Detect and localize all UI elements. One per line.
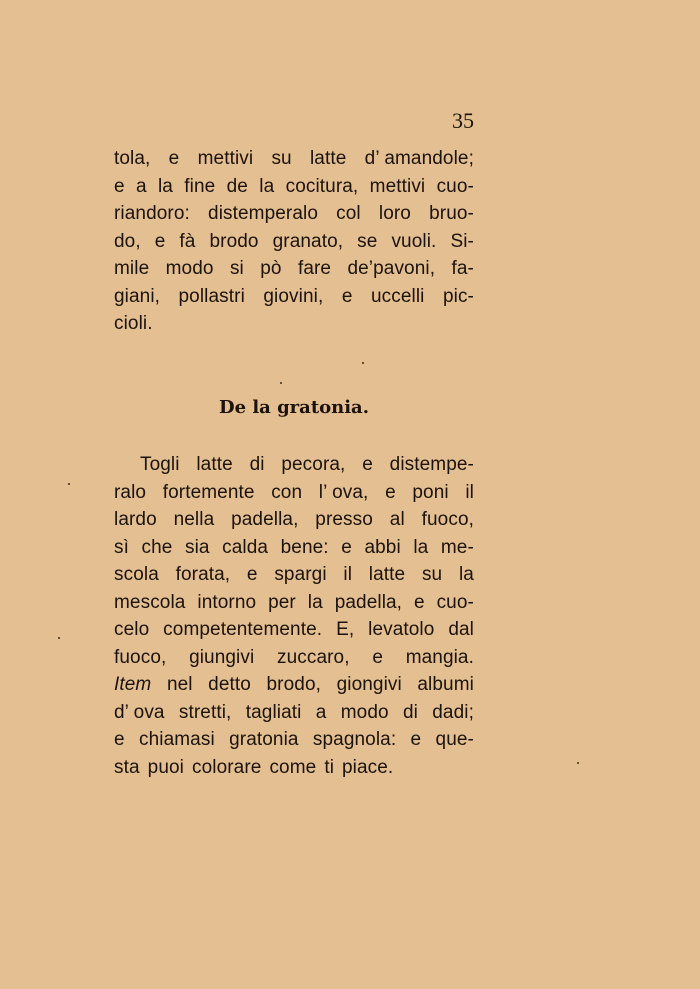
- word: me-: [440, 536, 474, 558]
- word: padella,: [231, 509, 299, 530]
- word: pò: [260, 258, 282, 279]
- word: pecora,: [281, 454, 346, 475]
- word: e: [410, 729, 422, 750]
- word: competentemente.: [163, 619, 323, 640]
- word: come: [269, 756, 317, 778]
- word: e: [341, 536, 352, 558]
- word: giungivi: [189, 646, 255, 668]
- word: per: [268, 591, 296, 613]
- text-line: [114, 534, 474, 562]
- word: cuo-: [436, 591, 474, 613]
- page-number: 35: [452, 108, 474, 133]
- word: fare: [297, 258, 332, 279]
- word: giani,: [114, 285, 161, 307]
- print-speck: [280, 382, 282, 384]
- word: Item: [114, 674, 152, 695]
- section-heading: De la gratonia.: [218, 397, 369, 418]
- word: giongivi: [336, 674, 402, 695]
- word: la: [458, 564, 474, 585]
- word: a: [315, 701, 327, 723]
- word: spargi: [274, 564, 327, 585]
- word: brodo,: [266, 674, 321, 695]
- text-line: [114, 451, 474, 479]
- word: spagnola:: [312, 729, 397, 750]
- word: tagliati: [245, 701, 302, 723]
- word: latte: [309, 148, 347, 169]
- word: e: [385, 481, 396, 503]
- word: la: [157, 175, 173, 197]
- word: latte: [368, 564, 406, 585]
- word: dadi;: [432, 701, 474, 723]
- word: bene:: [280, 536, 329, 558]
- text-line: [114, 283, 474, 311]
- word: cocitura,: [285, 175, 359, 197]
- word: mangia.: [405, 646, 474, 668]
- word: cuo-: [436, 175, 474, 197]
- word: il: [465, 481, 474, 503]
- word: fuoco,: [421, 509, 474, 530]
- word: modo: [165, 258, 214, 279]
- word: bruo-: [429, 203, 474, 224]
- word: brodo: [209, 230, 259, 252]
- word: celo: [114, 619, 150, 640]
- text-line: [114, 726, 474, 754]
- text-line: [114, 589, 474, 617]
- word: sia: [185, 536, 210, 558]
- word: stretti,: [178, 701, 232, 723]
- text-line: [114, 479, 474, 507]
- word: mettivi: [369, 175, 426, 197]
- word: piace.: [342, 756, 394, 778]
- text-line: [114, 145, 474, 173]
- word: levatolo: [368, 619, 435, 640]
- word: al: [389, 509, 405, 530]
- word: presso: [315, 509, 373, 530]
- word: sì: [114, 536, 129, 558]
- word: mescola: [114, 591, 186, 613]
- word: su: [271, 148, 292, 169]
- text-line: [114, 173, 474, 201]
- word: e: [413, 591, 425, 613]
- word: riandoro:: [114, 203, 190, 224]
- word: uccelli: [370, 285, 425, 307]
- word: pollastri: [178, 285, 245, 307]
- word: chiamasi: [139, 729, 215, 750]
- word: e: [168, 148, 180, 169]
- word: la: [259, 175, 275, 197]
- word: con: [271, 481, 303, 503]
- print-speck: [58, 637, 60, 639]
- paragraph-gratonia: [114, 451, 474, 781]
- word: su: [421, 564, 443, 585]
- word: a: [135, 175, 147, 197]
- word: che: [141, 536, 173, 558]
- word: d’ amandole;: [364, 148, 474, 169]
- text-line: [114, 228, 474, 256]
- word: padella,: [334, 591, 403, 613]
- word: distempe-: [389, 454, 474, 475]
- word: e: [114, 175, 125, 197]
- word: de: [226, 175, 248, 197]
- word: calda: [222, 536, 269, 558]
- word: mettivi: [197, 148, 254, 169]
- word: e: [246, 564, 258, 585]
- word: e: [372, 646, 383, 668]
- word: colorare: [191, 756, 262, 778]
- word: ti: [324, 756, 335, 778]
- print-speck: [577, 762, 579, 764]
- word: forata,: [175, 564, 231, 585]
- word: Togli: [140, 454, 180, 475]
- word: sta: [114, 756, 140, 778]
- text-line: [114, 699, 474, 727]
- word: do,: [114, 230, 141, 252]
- word: fortemente: [162, 481, 255, 503]
- word: giovini,: [263, 285, 324, 307]
- text-line: [114, 644, 474, 672]
- word: mile: [114, 258, 150, 279]
- word: que-: [435, 729, 474, 750]
- print-speck: [362, 362, 364, 364]
- word: E,: [336, 619, 355, 640]
- word: l’ ova,: [318, 481, 369, 503]
- word: puoi: [147, 756, 184, 778]
- word: lardo: [114, 509, 157, 530]
- word: loro: [378, 203, 411, 224]
- word: gratonia: [229, 729, 299, 750]
- word: zuccaro,: [277, 646, 350, 668]
- word: fa-: [451, 258, 474, 279]
- word: ralo: [114, 481, 147, 503]
- word: latte: [196, 454, 233, 475]
- word: distemperalo: [208, 203, 319, 224]
- paragraph-recipe-continuation: [114, 145, 474, 338]
- word: se: [357, 230, 378, 252]
- word: si: [229, 258, 244, 279]
- text-line: [114, 255, 474, 283]
- text-line: [114, 310, 474, 338]
- word: detto: [208, 674, 251, 695]
- word: vuoli.: [391, 230, 437, 252]
- word: albumi: [417, 674, 474, 695]
- word: di: [249, 454, 265, 475]
- text-line: [114, 561, 474, 589]
- word: tola,: [114, 148, 151, 169]
- word: granato,: [272, 230, 344, 252]
- word: nel: [166, 674, 193, 695]
- word: intorno: [197, 591, 257, 613]
- word: abbi: [364, 536, 401, 558]
- text-line: [114, 754, 474, 782]
- word: nella: [173, 509, 215, 530]
- word: col: [336, 203, 361, 224]
- text-line: [114, 200, 474, 228]
- word: scola: [114, 564, 159, 585]
- word: fine: [184, 175, 216, 197]
- word: poni: [412, 481, 449, 503]
- word: fà: [179, 230, 196, 252]
- word: modo: [340, 701, 389, 723]
- word: de’pavoni,: [347, 258, 436, 279]
- word: il: [343, 564, 353, 585]
- word: cioli.: [114, 313, 153, 334]
- word: la: [413, 536, 429, 558]
- word: la: [307, 591, 323, 613]
- word: dal: [448, 619, 474, 640]
- word: di: [402, 701, 418, 723]
- word: e: [114, 729, 125, 750]
- text-line: [114, 616, 474, 644]
- word: pic-: [442, 285, 474, 307]
- word: d’ ova: [114, 701, 165, 723]
- word: fuoco,: [114, 646, 167, 668]
- word: e: [154, 230, 166, 252]
- word: Si-: [450, 230, 474, 252]
- text-line: [114, 506, 474, 534]
- word: e: [341, 285, 353, 307]
- word: e: [362, 454, 373, 475]
- print-speck: [68, 483, 70, 485]
- text-line: [114, 671, 474, 699]
